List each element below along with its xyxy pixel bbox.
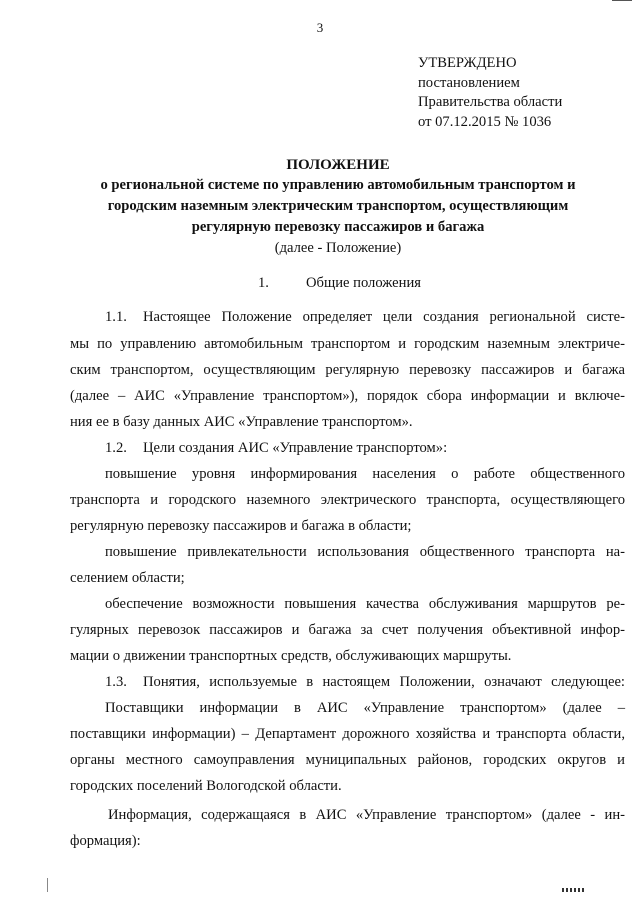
section-number: 1. — [258, 275, 269, 291]
approval-line-2: постановлением — [418, 74, 520, 91]
title-main: ПОЛОЖЕНИЕ — [286, 157, 390, 173]
page-number: 3 — [316, 20, 324, 35]
clause-1-2-item-3-line-2: гулярных перевозок пассажиров и багажа за счет получения объективной инфор- — [70, 622, 625, 638]
scan-margin-mark — [47, 878, 48, 892]
scan-barcode-mark — [562, 888, 584, 892]
clause-number: 1.1. — [105, 309, 127, 325]
title-line-3: регулярную перевозку пассажиров и багажа — [191, 219, 485, 235]
scan-corner-mark — [612, 0, 632, 7]
clause-1-2-item-3-line-1: обеспечение возможности повышения качества обслуживания маршрутов ре- — [105, 596, 625, 612]
clause-1-1-line-5: ния ее в базу данных АИС «Управление транспортом». — [70, 414, 413, 430]
clause-1-1-line-3: ским транспортом, осуществляющим регулярную перевозку пассажиров и багажа — [70, 362, 625, 378]
approval-stamp — [418, 54, 562, 132]
section-heading — [258, 275, 421, 292]
clause-number: 1.2. — [105, 440, 127, 456]
clause-1-3-def-1-line-1: Поставщики информации в АИС «Управление транспортом» (далее – — [105, 700, 625, 716]
title-note: (далее - Положение) — [274, 240, 402, 256]
clause-1-2-item-1-line-3: регулярную перевозку пассажиров и багажа в области; — [70, 518, 412, 534]
clause-1-2-item-2-line-1: повышение привлекательности использования общественного транспорта на- — [105, 544, 625, 560]
clause-1-2-item-1-line-1: повышение уровня информирования населения о работе общественного — [105, 466, 625, 482]
section-title: Общие положения — [306, 275, 421, 291]
clause-1-3-def-1-line-3: органы местного самоуправления муниципальных районов, городских округов и — [70, 752, 625, 768]
clause-1-2-item-3-line-3: мации о движении транспортных средств, обслуживающих маршруты. — [70, 648, 512, 664]
approval-line-1: УТВЕРЖДЕНО — [418, 55, 517, 71]
clause-1-1-line-1: 1.1. Настоящее Положение определяет цели создания региональной систе- — [105, 309, 625, 325]
title-line-1: о региональной системе по управлению автомобильным транспортом и — [100, 177, 576, 193]
document-title — [100, 156, 576, 259]
clause-1-3-def-2-line-1: Информация, содержащаяся в АИС «Управление транспортом» (далее - ин- — [108, 807, 625, 823]
clause-1-2-heading: 1.2. Цели создания АИС «Управление транспортом»: — [105, 440, 448, 456]
approval-line-3: Правительства области — [418, 94, 563, 110]
clause-1-1-line-4: (далее – АИС «Управление транспортом»), порядок сбора информации и включе- — [70, 388, 625, 404]
clause-1-2-item-1-line-2: транспорта и городского наземного электрического транспорта, осуществляющего — [70, 492, 625, 508]
clause-1-3-heading: 1.3. Понятия, используемые в настоящем Положении, означают следующее: — [105, 674, 625, 690]
clause-1-2-item-2-line-2: селением области; — [70, 570, 185, 586]
clause-1-1-line-2: мы по управлению автомобильным транспортом и городским наземным электриче- — [70, 336, 625, 352]
approval-line-4: от 07.12.2015 № 1036 — [418, 113, 552, 130]
title-line-2: городским наземным электрическим транспортом, осуществляющим — [107, 198, 569, 214]
clause-1-3-def-1-line-2: поставщики информации) – Департамент дорожного хозяйства и транспорта области, — [70, 726, 625, 742]
clause-1-3-def-1-line-4: городских поселений Вологодской области. — [70, 778, 342, 794]
clause-number: 1.3. — [105, 674, 127, 690]
clause-1-3-def-2-line-2: формация): — [70, 833, 141, 849]
